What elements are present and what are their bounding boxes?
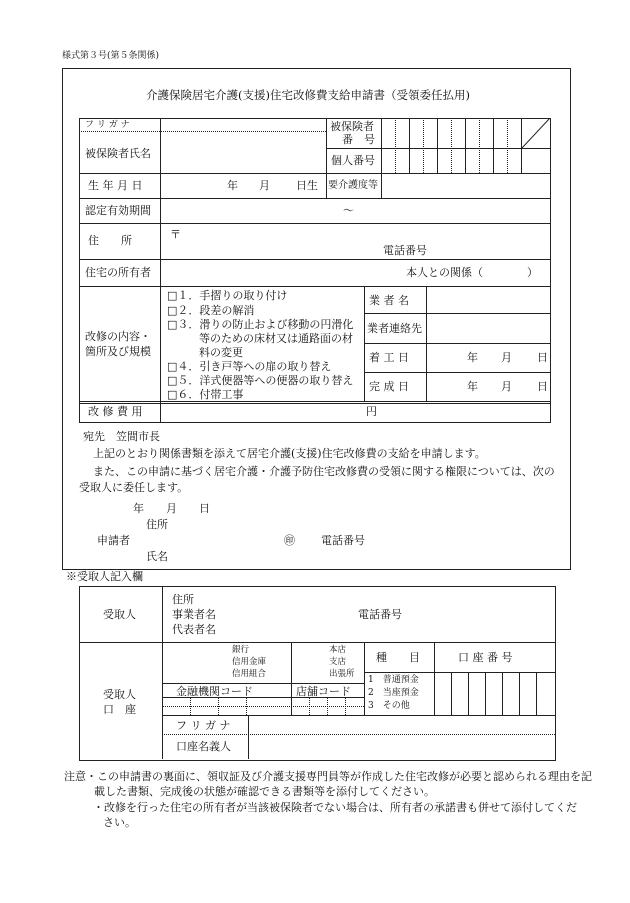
note-1: 注意・この申請書の裏面に、領収証及び介護支援専門員等が作成した住宅改修が必要と認められる理由を記載した書類、完成後の状態が確認できる書類等を添付してください。 <box>64 770 592 798</box>
item-4: □４．引き戸等への扉の取り替え <box>167 360 332 373</box>
item-5: □５．洋式便器等への便器の取り替え <box>167 374 354 387</box>
address-label: 住 所 <box>88 234 132 247</box>
cert-period-label: 認定有効期間 <box>85 204 151 217</box>
type-label: 種 目 <box>376 651 420 664</box>
care-level-label: 要介護度等 <box>328 180 378 191</box>
branch-type-1: 本店 <box>329 645 347 655</box>
complete-label: 完 成 日 <box>369 380 409 393</box>
recipient-business-label: 事業者名 <box>172 608 216 621</box>
item-2: □２．段差の解消 <box>167 304 255 317</box>
recipient-rep-label: 代表者名 <box>172 623 216 636</box>
birth-label: 生 年 月 日 <box>88 179 143 192</box>
start-year: 年 <box>467 351 478 364</box>
application-date: 年 月 日 <box>133 502 210 515</box>
recipient-section-label: ※受取人記入欄 <box>66 570 143 583</box>
type-option-2: 2 当座預金 <box>368 688 419 698</box>
birth-year: 年 <box>227 179 238 192</box>
branch-type-2: 支店 <box>329 657 347 667</box>
note-2: ・改修を行った住宅の所有者が当該被保険者でない場合は、所有者の承諾書も併せて添付してください。 <box>93 801 577 829</box>
start-label: 着 工 日 <box>369 351 409 364</box>
addressee: 宛先 笠間市長 <box>83 430 160 443</box>
cost-label: 改 修 費 用 <box>88 405 143 418</box>
statement-1: 上記のとおり関係書類を添えて居宅介護(支援)住宅改修費の支給を申請します。 <box>93 447 486 460</box>
start-day: 日 <box>537 351 548 364</box>
seal-mark: ㊞ <box>284 534 295 547</box>
branch-type-3: 出張所 <box>329 669 355 679</box>
bank-code-label: 金融機関コード <box>176 685 253 698</box>
holder-label: 口座名義人 <box>176 740 231 753</box>
statement-2: また、この申請に基づく居宅介護・介護予防住宅改修費の受領に関する権限については、次の受取人に委任します。 <box>79 465 555 494</box>
item-3-cont-1: 等のための床材又は通路面の材 <box>199 332 353 345</box>
recipient-address-label: 住所 <box>172 593 194 606</box>
bank-type-2: 信用金庫 <box>232 657 267 667</box>
diagonal-slash <box>522 118 550 148</box>
individual-no-label: 個人番号 <box>331 154 375 167</box>
bank-type-1: 銀行 <box>232 645 250 655</box>
item-1: □１．手摺りの取り付け <box>167 289 288 302</box>
item-3: □３．滑りの防止および移動の円滑化 <box>167 318 354 331</box>
applicant-name-label: 氏名 <box>146 550 168 563</box>
complete-month: 月 <box>501 380 512 393</box>
applicant-address-label: 住所 <box>146 518 168 531</box>
applicant-phone-label: 電話番号 <box>321 534 365 547</box>
furigana-label: フ リ ガ ナ <box>85 120 130 130</box>
owner-label: 住宅の所有者 <box>85 266 151 279</box>
recipient-phone-label: 電話番号 <box>358 608 402 621</box>
insured-no-label-1: 被保険者 <box>330 120 374 133</box>
account-no-label: 口 座 番 号 <box>458 651 513 664</box>
account-label-1: 受取人 <box>103 688 136 701</box>
complete-day: 日 <box>537 380 548 393</box>
contractor-label: 業 者 名 <box>369 294 409 307</box>
cost-unit: 円 <box>366 405 377 418</box>
contractor-contact-label: 業者連絡先 <box>367 322 422 335</box>
recipient-label: 受取人 <box>103 608 136 621</box>
item-3-cont-2: 料の変更 <box>199 346 243 359</box>
complete-year: 年 <box>467 380 478 393</box>
item-6: □６．付帯工事 <box>167 388 244 401</box>
cert-period-sep: ～ <box>343 204 354 217</box>
insured-no-label-2: 番 号 <box>342 133 375 146</box>
form-number: 様式第３号(第５条関係) <box>62 51 160 61</box>
type-option-3: 3 その他 <box>368 701 410 711</box>
branch-code-label: 店舗コード <box>296 685 351 698</box>
start-month: 月 <box>501 351 512 364</box>
insured-name-label: 被保険者氏名 <box>85 147 151 160</box>
renovation-label-2: 箇所及び規模 <box>85 345 151 358</box>
renovation-label-1: 改修の内容・ <box>85 330 151 343</box>
postal-mark: 〒 <box>170 228 181 241</box>
cost-row <box>79 401 551 423</box>
type-option-1: 1 普通預金 <box>368 675 419 685</box>
applicant-label: 申請者 <box>97 534 130 547</box>
birth-month: 月 <box>259 179 270 192</box>
phone-label: 電話番号 <box>383 244 427 257</box>
holder-furigana-label: フ リ ガ ナ <box>176 719 231 732</box>
birth-day: 日生 <box>296 179 318 192</box>
bank-type-3: 信用組合 <box>232 669 267 679</box>
account-label-2: 口 座 <box>103 703 136 716</box>
form-title: 介護保険居宅介護(支援)住宅改修費支給申請書（受領委任払用) <box>146 88 470 102</box>
relation-label: 本人との関係（ ） <box>406 266 538 279</box>
